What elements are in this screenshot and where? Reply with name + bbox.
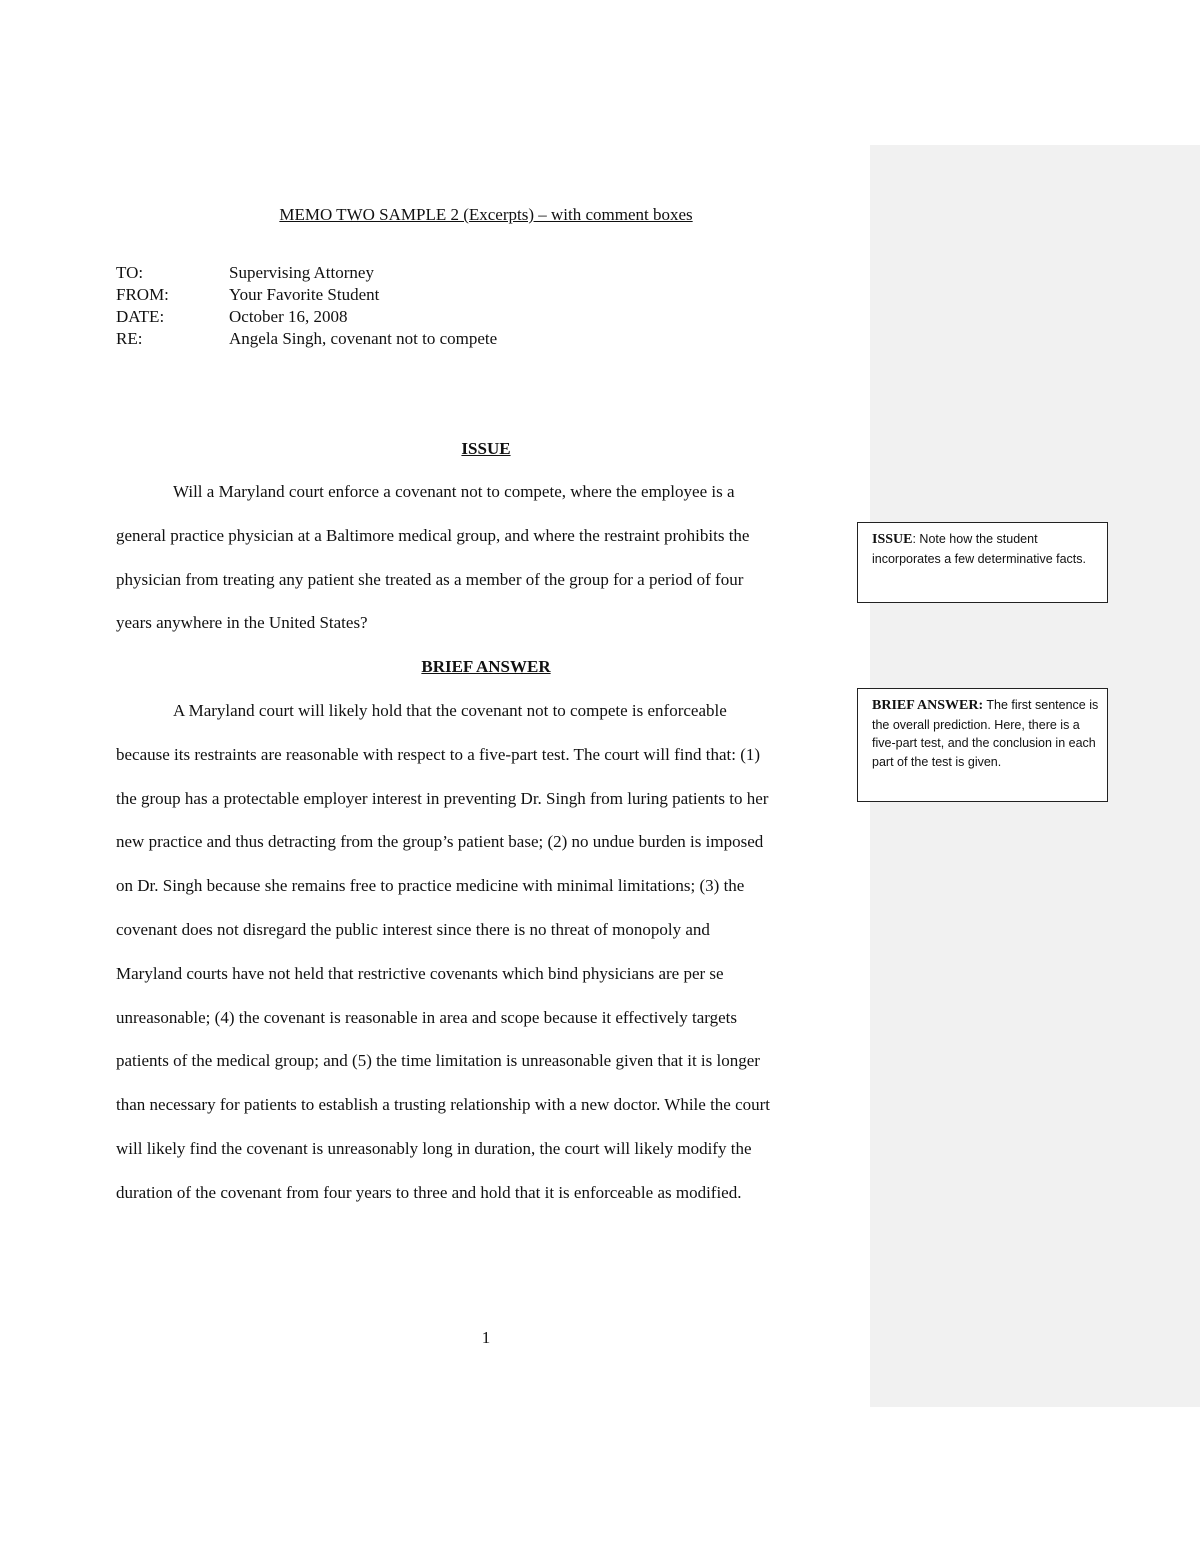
date-value: October 16, 2008 bbox=[229, 307, 348, 326]
brief-answer-comment-label: BRIEF ANSWER: bbox=[872, 698, 984, 713]
issue-comment-box[interactable] bbox=[857, 522, 1108, 603]
memo-re-row bbox=[116, 328, 497, 350]
re-value: Angela Singh, covenant not to compete bbox=[229, 329, 498, 348]
from-value: Your Favorite Student bbox=[229, 285, 380, 304]
brief-answer-comment-text: The first sentence is the overall prediction. Here, there is a five-part test, and the conclusion in each part of the test is given. bbox=[872, 698, 1099, 769]
page-number: 1 bbox=[481, 1328, 491, 1347]
issue-line: general practice physician at a Baltimore medical group, and where the restraint prohibits the bbox=[116, 525, 750, 545]
brief-answer-line: the group has a protectable employer interest in preventing Dr. Singh from luring patients to her bbox=[116, 788, 769, 808]
memo-from-row bbox=[116, 284, 379, 306]
brief-answer-line: than necessary for patients to establish a trusting relationship with a new doctor. While the court bbox=[116, 1095, 771, 1115]
issue-line: years anywhere in the United States? bbox=[116, 613, 368, 633]
issue-line: Will a Maryland court enforce a covenant not to compete, where the employee is a bbox=[173, 482, 735, 501]
brief-answer-line: covenant does not disregard the public interest since there is no threat of monopoly and bbox=[116, 919, 710, 939]
brief-answer-line: unreasonable; (4) the covenant is reasonable in area and scope because it effectively targets bbox=[116, 1007, 738, 1027]
from-label: FROM: bbox=[116, 285, 169, 304]
brief-answer-line: duration of the covenant from four years to three and hold that it is enforceable as modified. bbox=[116, 1182, 742, 1202]
brief-answer-paragraph bbox=[116, 689, 856, 1215]
issue-comment-label: ISSUE bbox=[872, 532, 913, 547]
to-label: TO: bbox=[116, 263, 144, 282]
brief-answer-line: will likely find the covenant is unreasonably long in duration, the court will likely modify the bbox=[116, 1138, 752, 1158]
brief-answer-line: because its restraints are reasonable with respect to a five-part test. The court will find that: (1) bbox=[116, 744, 761, 764]
brief-answer-line: Maryland courts have not held that restrictive covenants which bind physicians are per se bbox=[116, 963, 724, 983]
issue-paragraph bbox=[116, 470, 856, 645]
memo-title: MEMO TWO SAMPLE 2 (Excerpts) – with comment boxes bbox=[279, 205, 693, 224]
memo-date-row bbox=[116, 306, 348, 328]
memo-to-row bbox=[116, 262, 374, 284]
date-label: DATE: bbox=[116, 307, 165, 326]
issue-heading: ISSUE bbox=[461, 439, 511, 458]
issue-comment-text: : Note how the student incorporates a few determinative facts. bbox=[872, 532, 1086, 566]
issue-line: physician from treating any patient she treated as a member of the group for a period of four bbox=[116, 569, 744, 589]
brief-answer-comment-box[interactable] bbox=[857, 688, 1108, 802]
brief-answer-line: on Dr. Singh because she remains free to practice medicine with minimal limitations; (3) the bbox=[116, 876, 745, 896]
brief-answer-heading: BRIEF ANSWER bbox=[421, 657, 551, 676]
brief-answer-line: new practice and thus detracting from the group’s patient base; (2) no undue burden is imposed bbox=[116, 832, 764, 852]
brief-answer-line: patients of the medical group; and (5) the time limitation is unreasonable given that it is longer bbox=[116, 1051, 760, 1071]
re-label: RE: bbox=[116, 329, 143, 348]
to-value: Supervising Attorney bbox=[229, 263, 374, 282]
brief-answer-line: A Maryland court will likely hold that the covenant not to compete is enforceable bbox=[173, 701, 727, 720]
